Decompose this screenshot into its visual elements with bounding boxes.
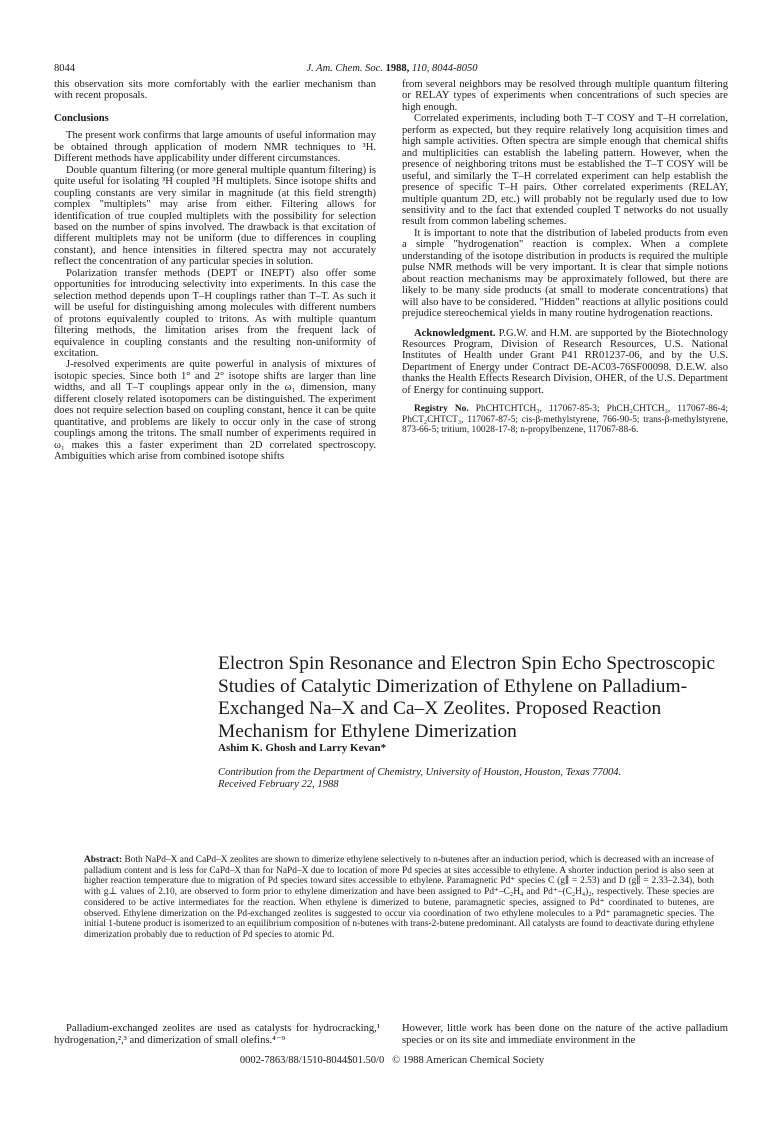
left-paragraph-0: this observation sits more comfortably with the earlier mechanism than with recent proposals. <box>54 79 376 102</box>
registry-heading: Registry No. <box>414 404 469 415</box>
registry-text: PhCHTCHTCH₃, 117067-85-3; PhCH₂CHTCH₃, 117067-86-4; PhCT₂CHTCT₃, 117067-87-5; cis-β-methylstyrene, 766-90-5; trans-β-methylstyrene, 873-66-5; tritium, 10028-17-8; n-propylbenzene, 117067-88-6. <box>402 404 728 436</box>
abstract <box>84 855 714 941</box>
affiliation-text: Contribution from the Department of Chemistry, University of Houston, Houston, Texas 77004. <box>218 767 622 778</box>
right-paragraph-3: It is important to note that the distribution of labeled products from even a simple "hydrogenation" reaction is complex. When a complete understanding of the isotope distribution in products is required the multiple pulse NMR methods will be very important. It is clear that simple notions about reaction mechanisms may be approximately followed, but there are likely to be many side products (at small to moderate concentrations) that will also have to be considered. "Hidden" reactions at allylic positions could prejudice stereochemical yields in many routine hydrogenation reactions. <box>402 227 728 320</box>
abstract-label: Abstract: <box>84 855 123 865</box>
abstract-text: Both NaPd–X and CaPd–X zeolites are shown to dimerize ethylene selectively to n-butenes after an induction period, which is decreased with an increase of palladium content and is less for CaPd–X than for NaPd–X due to location of more Pd species at sites accessible to ethylene. A shorter induction period is also seen at higher reaction temperature due to migration of Pd species toward sites accessible to ethylene. Paramagnetic Pd⁺ species C (g∥ = 2.53) and D (g∥ = 2.33–2.34), both with g⊥ values of 2.10, are observed to form prior to ethylene dimerization and have been assigned to Pd⁺–C₂H₄ and Pd⁺–(C₂H₄)₂, respectively. These species are considered to be active intermediates for the reaction. When ethylene is dimerized to butene, paramagnetic species, assigned to Pd⁺ coordinated to butenes, are observed. Ethylene dimerization on the Pd-exchanged zeolites is suggested to occur via coordination of two ethylene molecules to a Pd⁺ paramagnetic species. The initial 1-butene product is isomerized to an equilibrium composition of n-butenes with trans-2-butene predominant. All catalysts are found to deactivate during ethylene dimerization probably due to reduction of Pd species to atomic Pd. <box>84 855 714 940</box>
right-column <box>402 79 728 436</box>
article-affiliation <box>218 767 738 791</box>
conclusions-heading: Conclusions <box>54 112 109 124</box>
journal-pages: 8044-8050 <box>432 63 478 74</box>
article-authors: Ashim K. Ghosh and Larry Kevan* <box>218 742 387 754</box>
page-number: 8044 <box>54 63 75 74</box>
conclusions-paragraph-2: Double quantum filtering (or more general multiple quantum filtering) is quite useful for isolating ³H coupled ³H multiplets. Since isotope shifts and coupling constants are very similar in magnitude (at this field strength) complex "multiplets" may arise from either. Filtering allows for identification of true coupled multiplets with the possibility for selection based on the number of spins involved. The drawback is that excitation of different multiplets may not be uniform (due to differences in coupling constant), and hence intensities in filtered spectra may not accurately reflect the concentration of any particular species in solution. <box>54 164 376 268</box>
journal-header <box>0 63 784 74</box>
acknowledgment <box>402 328 728 397</box>
conclusions-paragraph-4: J-resolved experiments are quite powerful in analysis of mixtures of isotopic species. Since both 1° and 2° isotope shifts are larger than line widths, and all T–T couplings appear only in the ω₁ dimension, many different closely related isotopomers can be distinguished. The experiment does not require selection based on coupling constant, hence it can be quite quantitative, and problems are likely to occur only in the case of strong couplings among the tritons. The small number of experiments required in ω₁ makes this a faster experiment than 2D correlated spectroscopy. Ambiguities which arise from combined isotope shifts <box>54 359 376 463</box>
registry-numbers <box>402 404 728 436</box>
footer <box>0 1055 784 1066</box>
right-paragraph-2: Correlated experiments, including both T–T COSY and T–H correlation, perform as expected, but they require relatively long acquisition times and high sample activities. Often spectra are simple enough that chemical shifts and multiplicities can establish the labeling pattern. However, when the presence of neighboring tritons must be established the T–T COSY will be useful, and similarly the T–H correlated experiment can help establish the presence of specific T–H pairs. Other correlated experiments (RELAY, multiple quantum 2D, etc.) will probably not be regularly used due to low sensitivity and to the fact that extended coupled T networks do not usually result from common labeling schemes. <box>402 113 728 228</box>
journal-name: J. Am. Chem. Soc. <box>306 63 383 74</box>
footer-code: 0002-7863/88/1510-8044$01.50/0 <box>239 1055 385 1066</box>
intro-right: However, little work has been done on the nature of the active palladium species or on its site and immediate environment in the <box>402 1023 728 1046</box>
journal-year: 1988, <box>385 63 410 74</box>
conclusions-paragraph-1: The present work confirms that large amounts of useful information may be obtained through application of modern NMR techniques to ³H. Different methods have applicability under different circumstances. <box>54 130 376 165</box>
article-title: Electron Spin Resonance and Electron Spin Echo Spectroscopic Studies of Catalytic Dimerization of Ethylene on Palladium-Exchanged Na–X and Ca–X Zeolites. Proposed Reaction Mechanism for Ethylene Dimerization <box>218 653 716 742</box>
conclusions-paragraph-3: Polarization transfer methods (DEPT or INEPT) also offer some opportunities for introducing selectivity into experiments. In this case the selection method depends upon T–H couplings rather than T–T. As such it will be useful for distinguishing among molecules with different numbers of protons equivalently coupled to tritons. As with multiple quantum filtering methods, the limitation arises from the frequent lack of equivalence in coupling constants and the resulting non-uniformity of excitation. <box>54 267 376 359</box>
footer-copyright: © 1988 American Chemical Society <box>392 1055 545 1066</box>
intro-left: Palladium-exchanged zeolites are used as catalysts for hydrocracking,¹ hydrogenation,²,³ and dimerization of small olefins.⁴⁻⁹ <box>54 1023 380 1046</box>
received-date: Received February 22, 1988 <box>218 779 339 790</box>
journal-volume: 110, <box>411 63 430 74</box>
acknowledgment-text: P.G.W. and H.M. are supported by the Biotechnology Resources Program, Division of Research Resources, U.S. National Institutes of Health under Grant P41 RR01237-06, and by the U.S. Department of Energy under Contract DE-AC03-76SF00098. D.E.W. also thanks the Health Effects Research Division, OHER, of the U.S. Department of Energy for continuing support. <box>402 327 728 396</box>
left-column <box>54 79 376 463</box>
acknowledgment-heading: Acknowledgment. <box>414 327 496 339</box>
right-paragraph-1: from several neighbors may be resolved through multiple quantum filtering or RELAY types of experiments when concentrations of such species are high enough. <box>402 79 728 113</box>
